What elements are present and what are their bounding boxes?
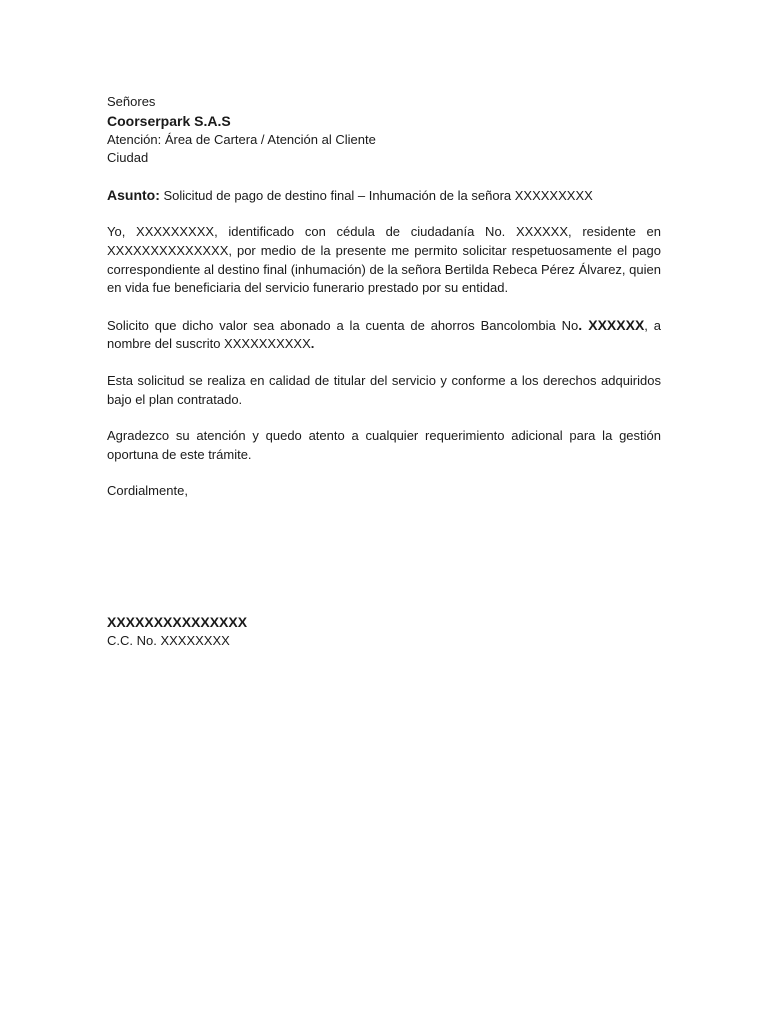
city-line: Ciudad <box>107 150 149 166</box>
signature-id: C.C. No. XXXXXXXX <box>107 632 230 648</box>
subject-text: Solicitud de pago de destino final – Inhumación de la señora XXXXXXXXX <box>159 187 593 203</box>
subject-line <box>107 186 661 206</box>
account-number: . XXXXXX <box>578 316 645 333</box>
letter-document <box>107 93 661 651</box>
salutation: Señores <box>107 94 156 109</box>
body-paragraph-4: Agradezco su atención y quedo atento a cualquier requerimiento adicional para la gestión oportuna de este trámite. <box>107 428 661 462</box>
paragraph-2-mid: , a nombre del suscrito XXXXXXXXXX <box>107 317 661 352</box>
body-paragraph-1: Yo, XXXXXXXXX, identificado con cédula de ciudadanía No. XXXXXX, residente en XXXXXXXXXXXXXX, por medio de la presente me permito solicitar respetuosamente el pago correspondiente al destino final (inhumación) de la señora Bertilda Rebeca Pérez Álvarez, quien en vida fue beneficiaria del servicio funerario prestado por su entidad. <box>107 224 661 296</box>
recipient-block <box>107 93 661 168</box>
paragraph-2-start: Solicito que dicho valor sea abonado a la cuenta de ahorros Bancolombia No <box>107 317 579 333</box>
paragraph-2-end: . <box>310 336 315 352</box>
body-paragraph-3: Esta solicitud se realiza en calidad de titular del servicio y conforme a los derechos adquiridos bajo el plan contratado. <box>107 372 661 407</box>
signature-block <box>107 613 661 651</box>
attention-line: Atención: Área de Cartera / Atención al Cliente <box>107 131 376 147</box>
signature-name: XXXXXXXXXXXXXXX <box>107 613 248 630</box>
subject-label: Asunto: <box>107 186 160 203</box>
company-name: Coorserpark S.A.S <box>107 112 231 129</box>
body-paragraph-2 <box>107 316 661 354</box>
closing: Cordialmente, <box>107 483 188 499</box>
